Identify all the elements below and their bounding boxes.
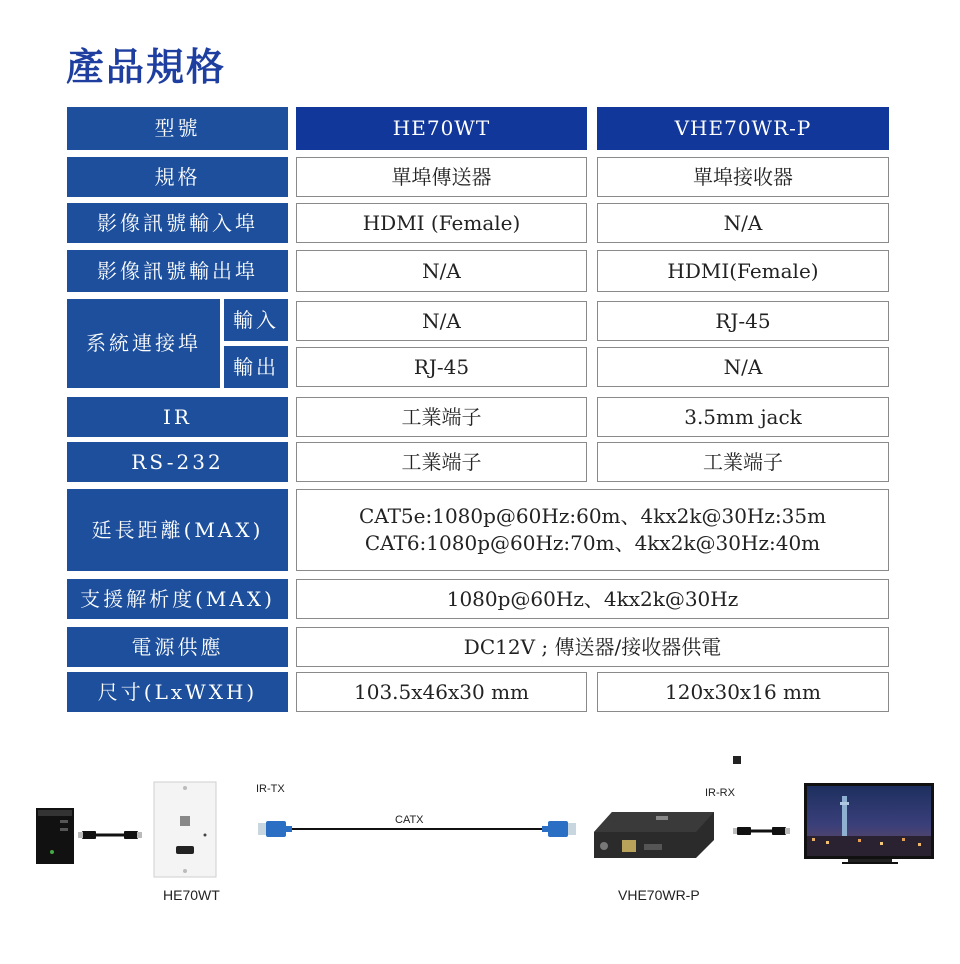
value-spec-rx: 單埠接收器 <box>597 157 889 197</box>
receiver-box-icon <box>594 812 714 858</box>
value-video-out-tx: N/A <box>296 250 587 292</box>
label-size: 尺寸(LxWXH) <box>67 672 288 712</box>
value-system-output-tx: RJ-45 <box>296 347 587 387</box>
hdmi-cable-right-icon <box>733 827 790 835</box>
television-icon <box>804 783 934 864</box>
tx-name-label: HE70WT <box>163 887 220 903</box>
label-system-input: 輸入 <box>224 299 288 341</box>
label-ir: IR <box>67 397 288 437</box>
rj45-plug-left-icon <box>258 821 292 837</box>
value-video-in-rx: N/A <box>597 203 889 243</box>
connection-diagram <box>0 740 960 960</box>
value-distance <box>296 489 889 571</box>
distance-line-cat6: CAT6:1080p@60Hz:70m、4kx2k@30Hz:40m <box>364 531 821 555</box>
value-rs232-tx: 工業端子 <box>296 442 587 482</box>
value-size-tx: 103.5x46x30 mm <box>296 672 587 712</box>
value-system-input-rx: RJ-45 <box>597 301 889 341</box>
value-system-input-tx: N/A <box>296 301 587 341</box>
catx-label: CATX <box>395 814 424 826</box>
label-rs232: RS-232 <box>67 442 288 482</box>
value-rs232-rx: 工業端子 <box>597 442 889 482</box>
label-distance: 延長距離(MAX) <box>67 489 288 571</box>
value-spec-tx: 單埠傳送器 <box>296 157 587 197</box>
header-model-tx: HE70WT <box>296 107 587 150</box>
marker-square-icon <box>733 756 741 764</box>
label-model: 型號 <box>67 107 288 150</box>
header-model-rx: VHE70WR-P <box>597 107 889 150</box>
label-video-out: 影像訊號輸出埠 <box>67 250 288 292</box>
distance-line-cat5e: CAT5e:1080p@60Hz:60m、4kx2k@30Hz:35m <box>358 504 827 528</box>
rx-name-label: VHE70WR-P <box>618 887 700 903</box>
value-video-out-rx: HDMI(Female) <box>597 250 889 292</box>
value-size-rx: 120x30x16 mm <box>597 672 889 712</box>
value-system-output-rx: N/A <box>597 347 889 387</box>
label-spec: 規格 <box>67 157 288 197</box>
value-video-in-tx: HDMI (Female) <box>296 203 587 243</box>
value-ir-rx: 3.5mm jack <box>597 397 889 437</box>
label-system-port: 系統連接埠 <box>67 299 220 388</box>
rj45-plug-right-icon <box>542 821 576 837</box>
wall-plate-transmitter-icon <box>154 782 216 877</box>
label-resolution: 支援解析度(MAX) <box>67 579 288 619</box>
value-power: DC12V ; 傳送器/接收器供電 <box>296 627 889 667</box>
label-power: 電源供應 <box>67 627 288 667</box>
label-system-output: 輸出 <box>224 346 288 388</box>
pc-tower-icon <box>36 808 74 864</box>
ir-rx-label: IR-RX <box>705 787 735 799</box>
value-resolution: 1080p@60Hz、4kx2k@30Hz <box>296 579 889 619</box>
value-ir-tx: 工業端子 <box>296 397 587 437</box>
hdmi-cable-icon <box>78 831 142 839</box>
page-title: 產品規格 <box>66 45 227 89</box>
diagram-graphics <box>0 740 960 960</box>
ir-tx-label: IR-TX <box>256 783 285 795</box>
label-video-in: 影像訊號輸入埠 <box>67 203 288 243</box>
